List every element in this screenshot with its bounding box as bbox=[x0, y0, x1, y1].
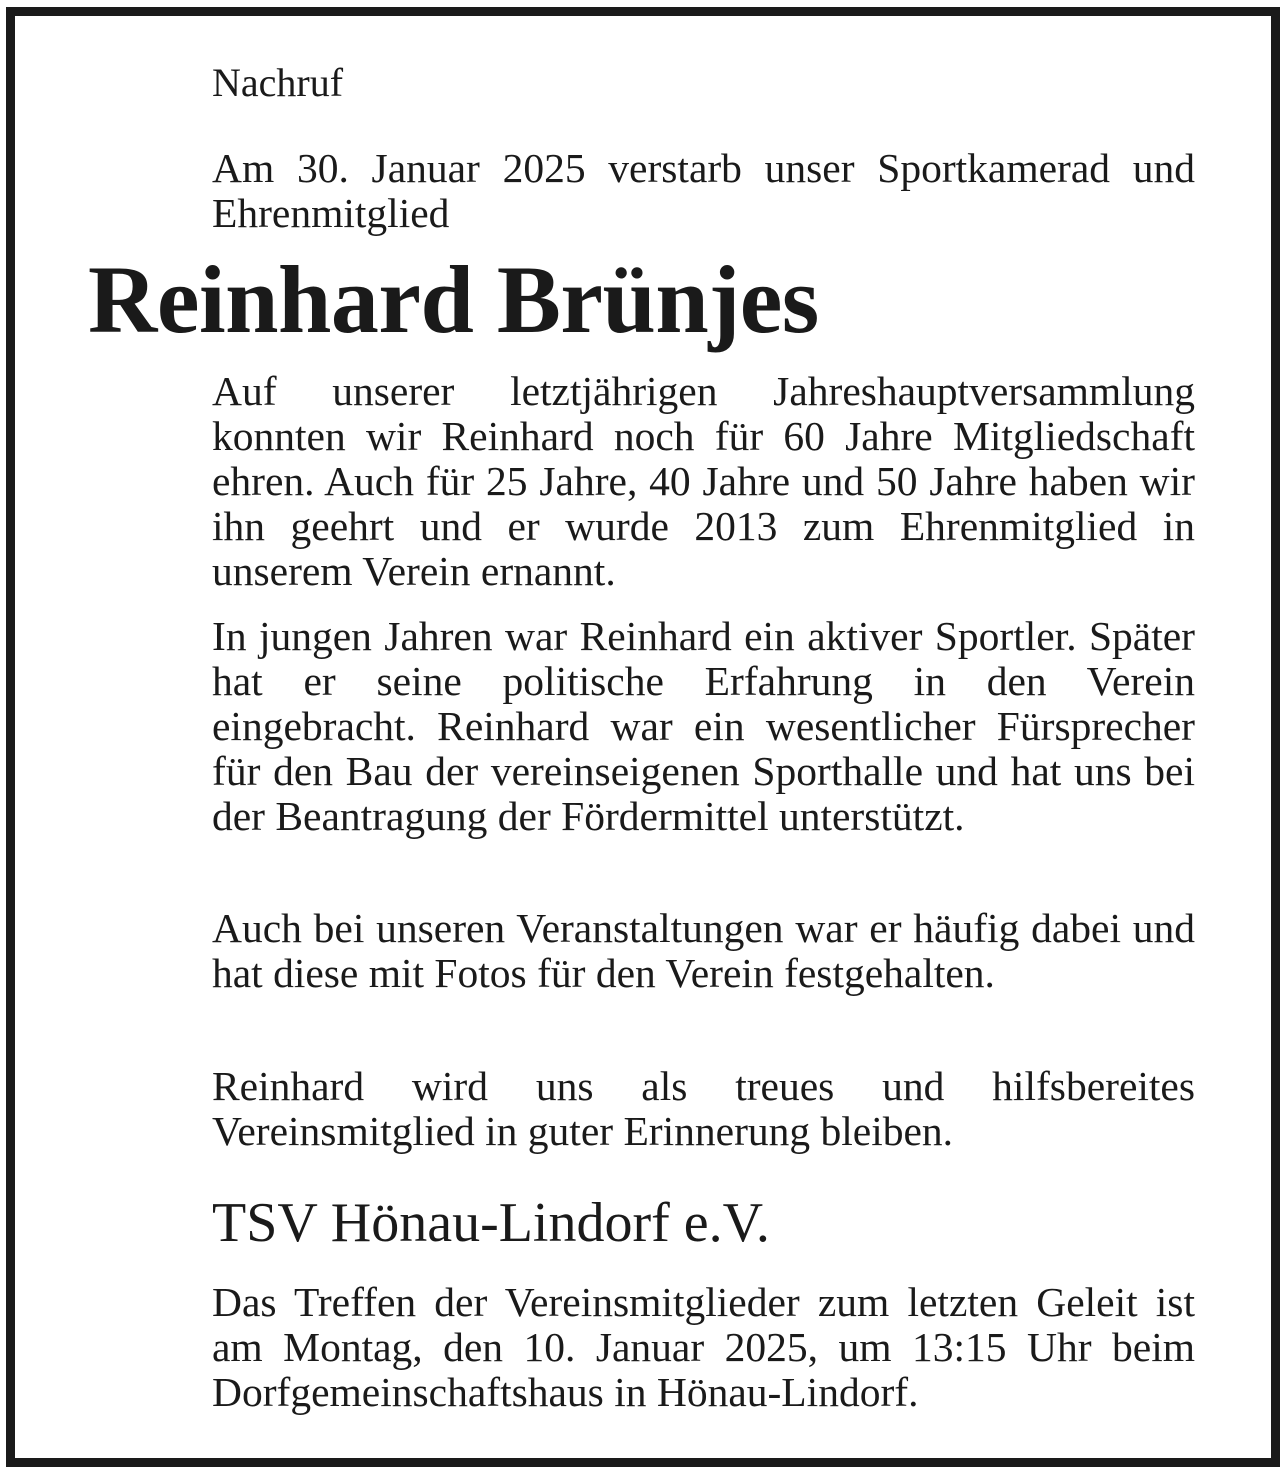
tribute-paragraph-events: Auch bei unseren Veranstaltungen war er häufig dabei und hat diese mit Fotos für den Verein festgehalten. bbox=[212, 905, 1195, 996]
notice-intro: Am 30. Januar 2025 verstarb unser Sportkamerad und Ehrenmitglied bbox=[212, 145, 1195, 236]
tribute-paragraph-career: In jungen Jahren war Reinhard ein aktiver Sportler. Später hat er seine politische Erfahrung in den Verein eingebracht. Reinhard war ein wesentlicher Fürsprecher für den Bau der vereinseigenen Sporthalle und hat uns bei der Beantragung der Fördermittel unterstützt. bbox=[212, 613, 1195, 839]
organization-name: TSV Hönau-Lindorf e.V. bbox=[212, 1192, 770, 1254]
tribute-paragraph-memory: Reinhard wird uns als treues und hilfsbereites Vereinsmitglied in guter Erinnerung bleiben. bbox=[212, 1063, 1195, 1154]
deceased-name: Reinhard Brünjes bbox=[88, 246, 819, 353]
notice-kicker: Nachruf bbox=[212, 60, 344, 105]
funeral-info: Das Treffen der Vereinsmitglieder zum letzten Geleit ist am Montag, den 10. Januar 2025, um 13:15 Uhr beim Dorfgemeinschaftshaus in Hönau-Lindorf. bbox=[212, 1279, 1195, 1415]
tribute-paragraph-membership: Auf unserer letztjährigen Jahreshauptversammlung konnten wir Reinhard noch für 60 Jahre Mitgliedschaft ehren. Auch für 25 Jahre, 40 Jahre und 50 Jahre haben wir ihn geehrt und er wurde 2013 zum Ehrenmitglied in unserem Verein ernannt. bbox=[212, 368, 1195, 594]
